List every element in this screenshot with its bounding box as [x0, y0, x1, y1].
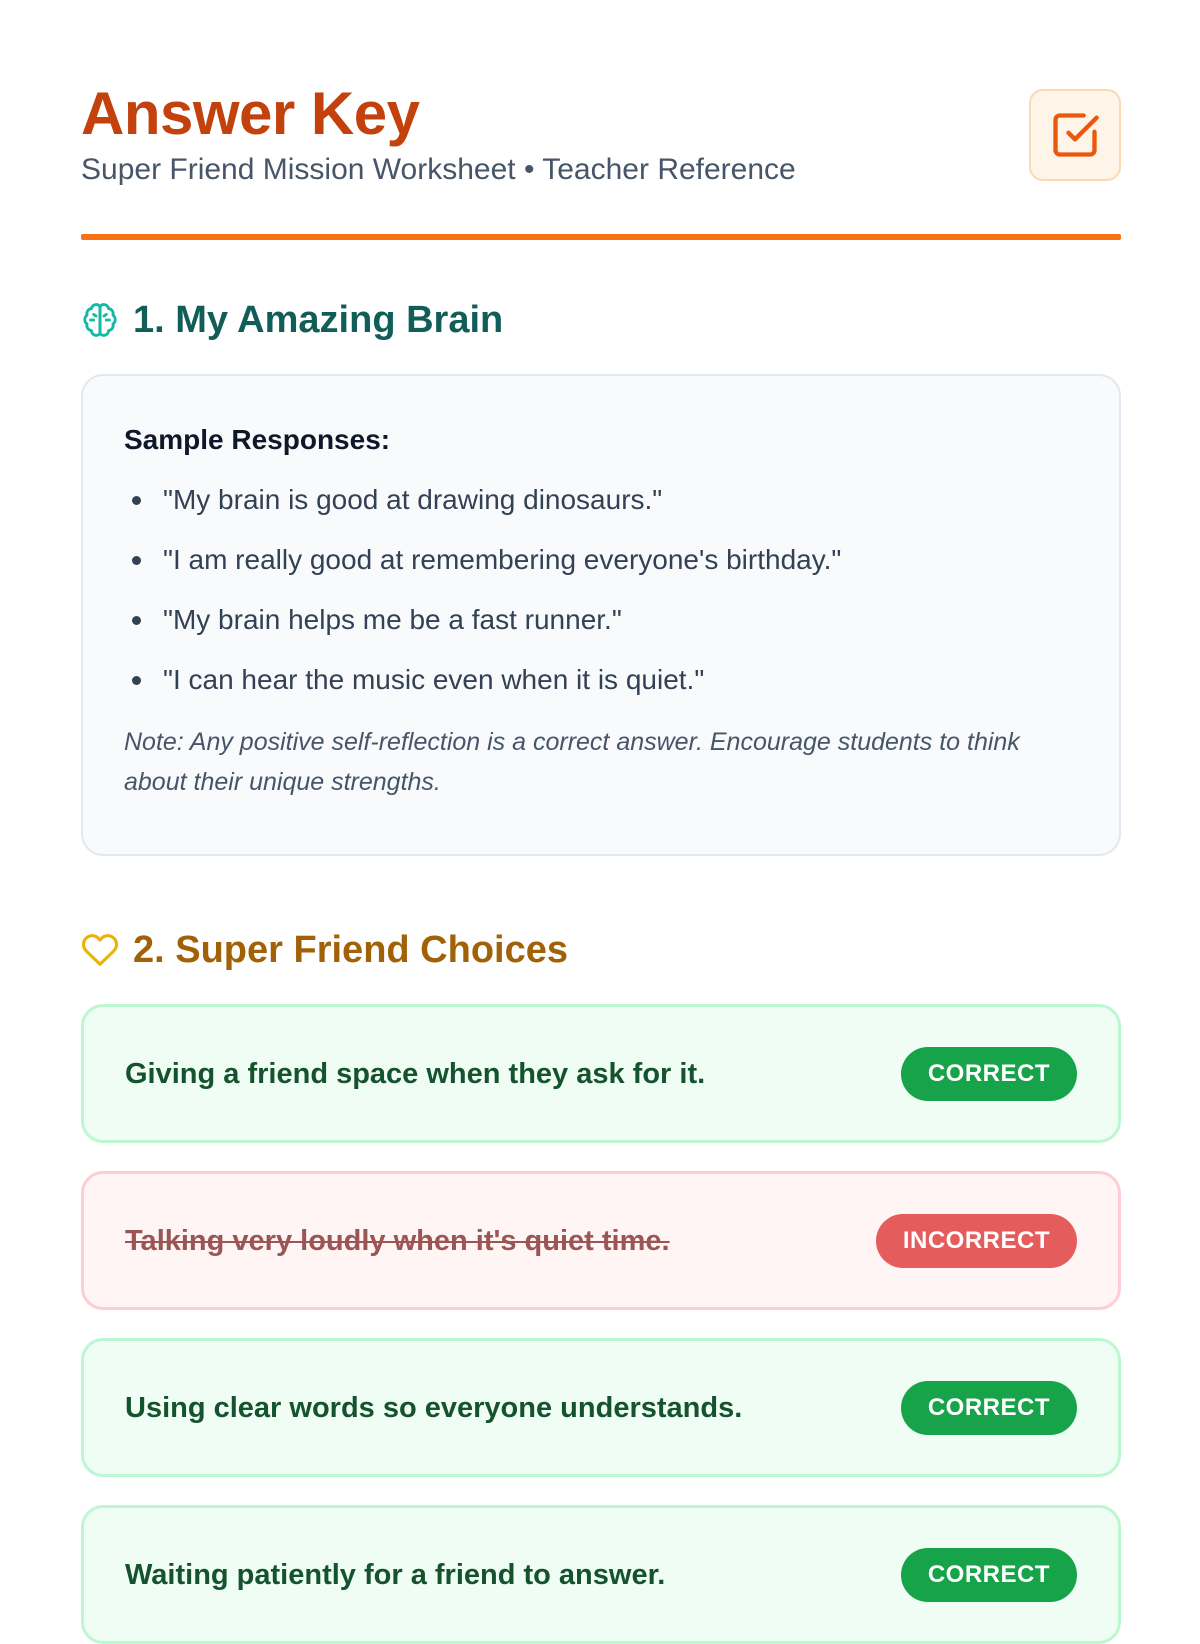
section-brain-title: 1. My Amazing Brain	[133, 299, 504, 341]
section-brain-heading	[81, 298, 503, 342]
sample-responses-card	[81, 374, 1121, 856]
list-item: "I am really good at remembering everyone's birthday."	[124, 542, 1079, 578]
page-header	[81, 0, 1121, 242]
list-item: "I can hear the music even when it is quiet."	[124, 662, 1079, 698]
verdict-badge: CORRECT	[901, 1381, 1077, 1435]
heart-icon	[81, 931, 119, 969]
answer-key-page	[81, 0, 1121, 1591]
page-title: Answer Key	[81, 80, 420, 147]
page-subtitle: Super Friend Mission Worksheet • Teacher Reference	[81, 153, 796, 186]
section-choices-title: 2. Super Friend Choices	[133, 929, 568, 971]
sample-responses-list	[124, 482, 1079, 698]
brain-icon	[81, 301, 119, 339]
verdict-badge: CORRECT	[901, 1548, 1077, 1602]
choice-card-correct	[81, 1338, 1121, 1477]
choice-card-correct	[81, 1004, 1121, 1143]
choice-text: Waiting patiently for a friend to answer.	[125, 1558, 666, 1591]
list-item: "My brain helps me be a fast runner."	[124, 602, 1079, 638]
verdict-badge: CORRECT	[901, 1047, 1077, 1101]
verdict-badge: INCORRECT	[876, 1214, 1077, 1268]
header-divider	[81, 234, 1121, 240]
choice-card-incorrect	[81, 1171, 1121, 1310]
checkbox-icon	[1049, 109, 1101, 161]
section-choices-heading	[81, 928, 568, 972]
sample-responses-label: Sample Responses:	[124, 424, 391, 455]
list-item: "My brain is good at drawing dinosaurs."	[124, 482, 1079, 518]
choice-card-correct	[81, 1505, 1121, 1644]
teacher-note: Note: Any positive self-reflection is a correct answer. Encourage students to think about their unique strengths.	[124, 728, 1020, 796]
checkbox-badge	[1029, 89, 1121, 181]
choice-text: Giving a friend space when they ask for it.	[125, 1057, 706, 1090]
choice-text: Talking very loudly when it's quiet time.	[125, 1224, 670, 1257]
choice-text: Using clear words so everyone understands.	[125, 1391, 743, 1424]
